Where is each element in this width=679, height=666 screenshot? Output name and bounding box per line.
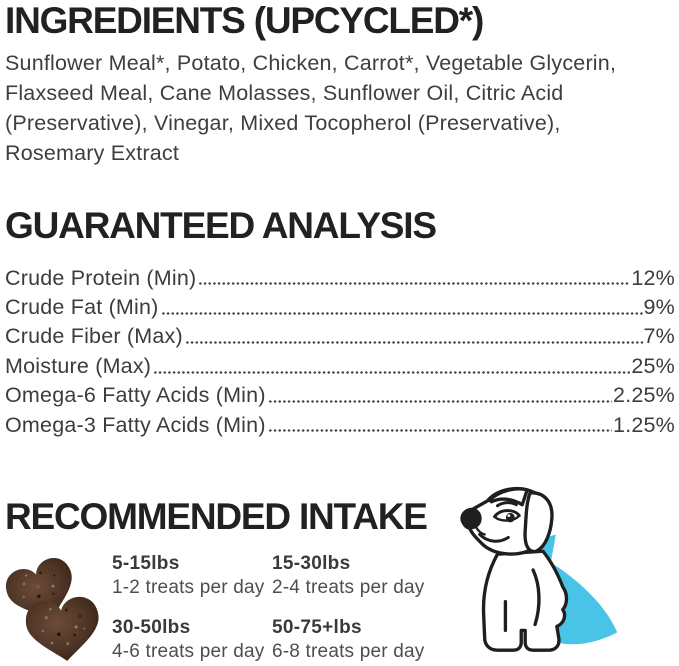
intake-item — [112, 617, 272, 664]
treats-per-day: 1-2 treats per day — [112, 577, 265, 598]
table-row — [5, 261, 675, 290]
heart-treats-icon — [1, 554, 119, 664]
table-row — [5, 349, 675, 378]
analysis-value: 25% — [631, 353, 675, 378]
ingredients-line: Flaxseed Meal, Cane Molasses, Sunflower Oil, Citric Acid — [5, 81, 564, 105]
analysis-label: Crude Fiber (Max) — [5, 324, 183, 349]
treats-per-day: 2-4 treats per day — [272, 577, 425, 598]
analysis-value: 9% — [643, 295, 675, 320]
dog-mascot — [455, 483, 630, 666]
analysis-value: 2.25% — [613, 383, 675, 408]
weight-range: 15-30lbs — [272, 553, 351, 574]
intake-item — [272, 553, 457, 600]
dot-leader — [153, 369, 630, 376]
treats-per-day: 6-8 treats per day — [272, 641, 425, 662]
dot-leader — [268, 398, 612, 405]
treats-per-day: 4-6 treats per day — [112, 641, 265, 662]
table-row — [5, 290, 675, 319]
intake-item — [272, 617, 457, 664]
guaranteed-analysis-section — [5, 206, 675, 437]
analysis-table — [5, 261, 675, 437]
ingredients-title: INGREDIENTS (UPCYCLED*) — [5, 0, 484, 41]
ingredients-list — [5, 48, 674, 168]
analysis-value: 7% — [643, 324, 675, 349]
recommended-intake-title: RECOMMENDED INTAKE — [5, 496, 427, 537]
dot-leader — [268, 427, 612, 434]
table-row — [5, 320, 675, 349]
analysis-label: Crude Fat (Min) — [5, 295, 159, 320]
dot-leader — [161, 310, 643, 317]
intake-grid — [112, 553, 457, 664]
weight-range: 50-75+lbs — [272, 617, 362, 638]
dog-with-cape-icon — [455, 483, 630, 666]
intake-item — [112, 553, 272, 600]
guaranteed-analysis-title: GUARANTEED ANALYSIS — [5, 205, 436, 246]
analysis-label: Omega-6 Fatty Acids (Min) — [5, 383, 266, 408]
dot-leader — [185, 339, 643, 346]
dot-leader — [198, 280, 630, 287]
table-row — [5, 379, 675, 408]
analysis-label: Crude Protein (Min) — [5, 265, 197, 290]
treats-photo — [1, 554, 119, 664]
ingredients-section — [5, 0, 674, 168]
weight-range: 5-15lbs — [112, 553, 180, 574]
analysis-label: Omega-3 Fatty Acids (Min) — [5, 412, 266, 437]
analysis-value: 12% — [631, 265, 675, 290]
analysis-value: 1.25% — [613, 412, 675, 437]
table-row — [5, 408, 675, 437]
analysis-label: Moisture (Max) — [5, 353, 152, 378]
weight-range: 30-50lbs — [112, 617, 191, 638]
ingredients-line: (Preservative), Vinegar, Mixed Tocopherol (Preservative), — [5, 111, 561, 135]
ingredients-line: Sunflower Meal*, Potato, Chicken, Carrot*, Vegetable Glycerin, — [5, 51, 617, 75]
ingredients-line: Rosemary Extract — [5, 141, 180, 165]
